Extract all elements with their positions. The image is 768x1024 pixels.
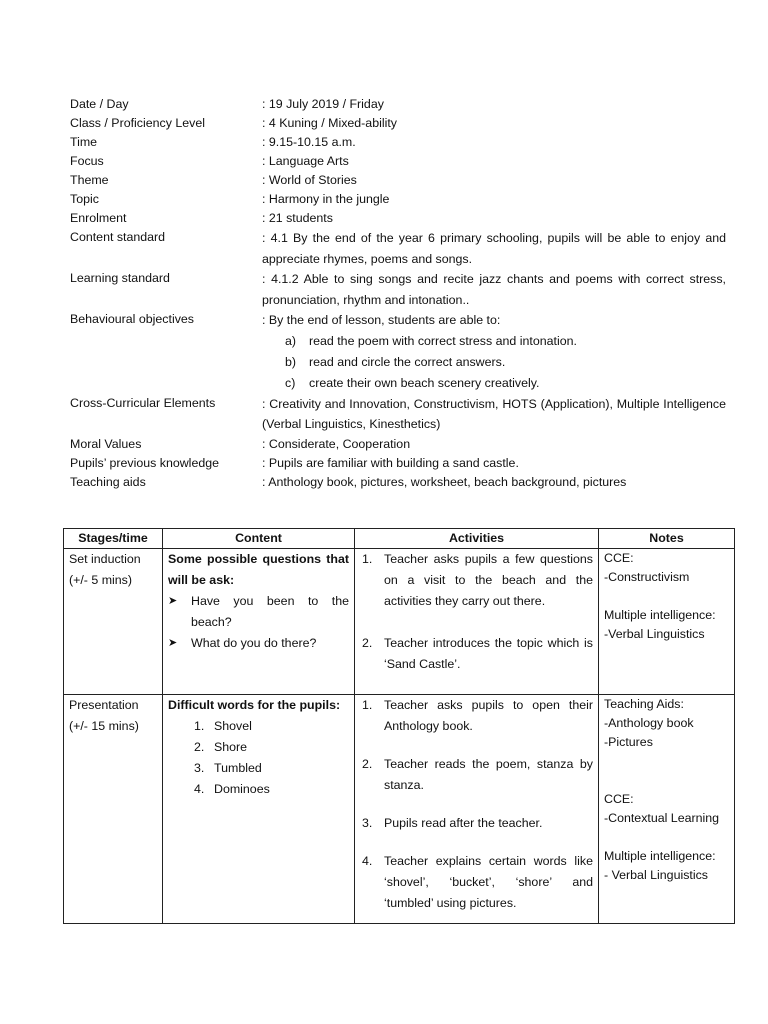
list-number: 4. [362,854,373,868]
list-spacer [360,796,593,813]
note-line: CCE: [604,792,634,806]
column-header: Notes [599,529,735,549]
note-line: -Contextual Learning [604,811,720,825]
list-number: 2. [362,636,373,650]
objectives-list [262,331,726,394]
info-label: Moral Values [70,436,142,451]
note-line: - Verbal Linguistics [604,868,708,882]
info-value: : Anthology book, pictures, worksheet, beach background, pictures [262,474,627,489]
info-row-cross-curricular [70,394,726,435]
list-item [168,591,349,633]
activity-text: Teacher asks pupils to open their Anthology book. [384,698,593,733]
info-row-teaching-aids [70,473,726,492]
table-row [64,549,735,695]
list-item [262,373,726,394]
word-text: Shovel [214,719,252,733]
info-row-theme [70,171,726,190]
activity-list [360,695,593,914]
info-value [262,310,726,394]
activity-text: Teacher reads the poem, stanza by stanza. [384,757,593,792]
stage-cell [64,549,163,695]
list-item [168,737,349,758]
list-item [360,549,593,612]
activities-cell [355,549,599,695]
objectives-intro: : By the end of lesson, students are able to: [262,313,501,327]
info-value: : Harmony in the jungle [262,192,390,206]
stage-name: Set induction [69,552,141,566]
list-item [360,754,593,796]
list-item [360,695,593,737]
note-spacer [604,828,729,847]
info-label: Class / Proficiency Level [70,116,205,130]
note-line: -Constructivism [604,570,690,584]
activity-text: Teacher introduces the topic which is ‘Sand Castle’. [384,636,593,671]
list-number: 2. [194,740,205,754]
objective-text: read the poem with correct stress and intonation. [309,333,577,348]
info-row-behavioural-objectives [70,310,726,394]
lesson-plan-table [63,528,735,924]
list-item [360,633,593,675]
info-row-moral-values [70,435,726,454]
list-item [360,813,593,834]
info-row-previous-knowledge [70,454,726,473]
note-line: Multiple intelligence: [604,608,716,622]
list-spacer [360,737,593,754]
column-header: Content [163,529,355,549]
info-row-topic [70,190,726,209]
note-line: -Verbal Linguistics [604,627,705,641]
content-heading: Difficult words for the pupils: [168,698,341,712]
activity-list [360,549,593,675]
difficult-words-list [168,716,349,800]
list-item [168,758,349,779]
list-number: 4. [194,782,205,796]
word-text: Dominoes [214,782,270,796]
content-cell [163,549,355,695]
list-number: 1. [362,698,373,712]
list-marker: a) [285,333,297,348]
note-spacer [604,587,729,606]
info-value: : 9.15-10.15 a.m. [262,135,356,149]
info-label: Content standard [70,230,166,244]
objective-text: create their own beach scenery creatively. [309,375,540,390]
info-value: : Considerate, Cooperation [262,436,411,451]
info-label: Focus [70,154,104,168]
activity-text: Teacher asks pupils a few questions on a visit to the beach and the activities they carry out there. [384,552,593,608]
info-row-learning-standard [70,269,726,310]
info-label: Cross-Curricular Elements [70,395,216,410]
list-number: 3. [362,816,373,830]
question-list [168,591,349,654]
note-line: -Anthology book [604,716,694,730]
note-line: Multiple intelligence: [604,849,716,863]
info-row-focus [70,152,726,171]
info-label: Theme [70,173,109,187]
list-item [262,331,726,352]
info-label: Teaching aids [70,474,146,489]
info-row-content-standard [70,228,726,269]
info-value: : Language Arts [262,154,349,168]
activities-cell [355,695,599,924]
column-header: Stages/time [64,529,163,549]
stage-name: Presentation [69,698,139,712]
list-spacer [360,834,593,851]
column-header: Activities [355,529,599,549]
info-value: : 4.1 By the end of the year 6 primary schooling, pupils will be able to enjoy and appreciate rhymes, poems and songs. [262,231,726,266]
lesson-info [70,95,726,492]
list-number: 1. [362,552,373,566]
info-label: Behavioural objectives [70,312,194,326]
info-value: : Creativity and Innovation, Constructivism, HOTS (Application), Multiple Intelligence (Verbal Linguistics, Kinesthetics) [262,396,726,431]
objective-text: read and circle the correct answers. [309,354,506,369]
table-header-row [64,529,735,549]
list-spacer [360,612,593,633]
question-text: What do you do there? [191,636,317,650]
activity-text: Pupils read after the teacher. [384,816,543,830]
list-marker: c) [285,375,296,390]
list-marker: b) [285,354,297,369]
info-row-class [70,114,726,133]
list-item [360,851,593,914]
list-item [262,352,726,373]
info-value: : 4 Kuning / Mixed-ability [262,116,397,130]
word-text: Shore [214,740,248,754]
list-item [168,633,349,654]
list-number: 2. [362,757,373,771]
info-value: : World of Stories [262,173,357,187]
question-text: Have you been to the beach? [191,594,349,629]
table-row [64,695,735,924]
list-number: 3. [194,761,205,775]
info-label: Time [70,135,98,149]
notes-cell [599,549,735,695]
info-label: Topic [70,192,99,206]
arrow-bullet-icon: ➤ [168,637,178,649]
info-value: : 19 July 2019 / Friday [262,97,384,111]
stage-cell [64,695,163,924]
info-label: Date / Day [70,97,129,111]
info-row-time [70,133,726,152]
note-spacer [604,752,729,790]
info-label: Enrolment [70,211,127,225]
note-line: Teaching Aids: [604,697,684,711]
arrow-bullet-icon: ➤ [168,595,178,607]
list-number: 1. [194,719,205,733]
list-item [168,779,349,800]
info-label: Learning standard [70,271,170,285]
info-row-enrolment [70,209,726,228]
info-row-date [70,95,726,114]
activity-text: Teacher explains certain words like ‘shovel’, ‘bucket’, ‘shore’ and ‘tumbled’ using pictures. [384,854,593,910]
info-value: : 4.1.2 Able to sing songs and recite jazz chants and poems with correct stress, pronunciation, rhythm and intonation.. [262,272,726,307]
content-cell [163,695,355,924]
info-value: : 21 students [262,211,333,225]
note-line: CCE: [604,551,634,565]
note-line: -Pictures [604,735,653,749]
info-label: Pupils’ previous knowledge [70,455,220,470]
notes-cell [599,695,735,924]
info-value: : Pupils are familiar with building a sand castle. [262,455,519,470]
list-item [168,716,349,737]
stage-time: (+/- 5 mins) [69,573,132,587]
word-text: Tumbled [214,761,262,775]
stage-time: (+/- 15 mins) [69,719,139,733]
content-heading: Some possible questions that will be ask: [168,552,349,587]
